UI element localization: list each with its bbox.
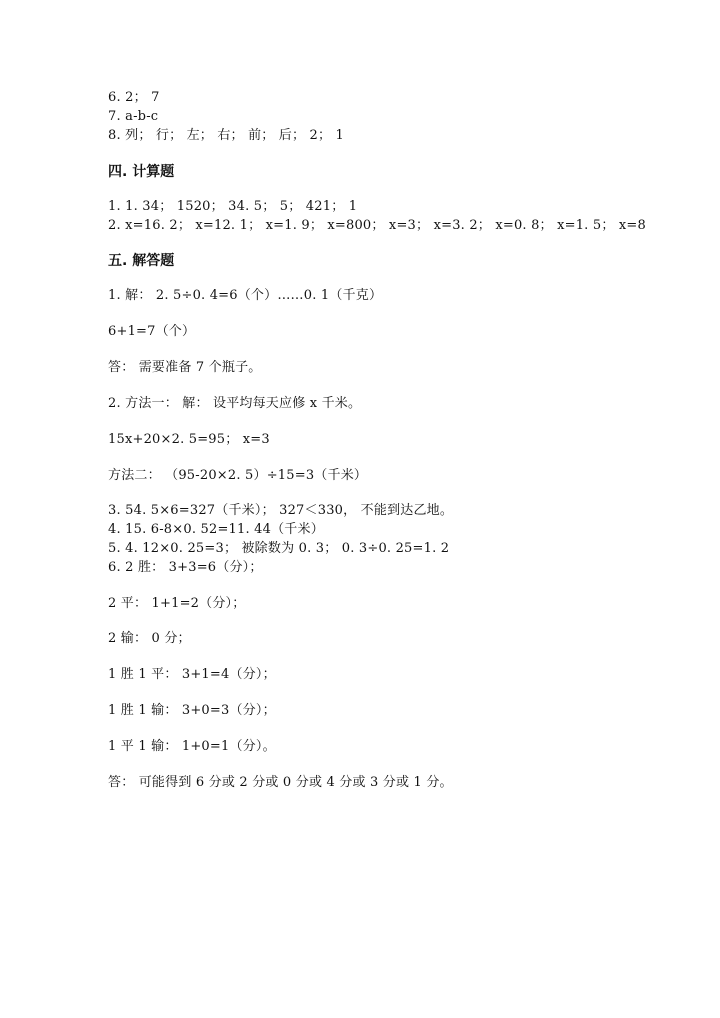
solution-line: 4. 15. 6-8×0. 52=11. 44（千米） bbox=[108, 522, 324, 537]
calculation-line-2: 2. x=16. 2； x=12. 1； x=1. 9； x=800； x=3； x=3. 2； x=0. 8； x=1. 5； x=8 bbox=[108, 218, 646, 233]
solution-line: 1 胜 1 输： 3+0=3（分）； bbox=[108, 703, 276, 718]
answer-line-8: 8. 列； 行； 左； 右； 前； 后； 2； 1 bbox=[108, 128, 345, 143]
calculation-line-1: 1. 1. 34； 1520； 34. 5； 5； 421； 1 bbox=[108, 199, 358, 214]
solution-line: 5. 4. 12×0. 25=3； 被除数为 0. 3； 0. 3÷0. 25=1. 2 bbox=[108, 541, 450, 556]
solution-line: 2 输： 0 分； bbox=[108, 631, 191, 646]
solution-line: 2 平： 1+1=2（分）； bbox=[108, 596, 246, 611]
solution-line: 3. 54. 5×6=327（千米）； 327＜330， 不能到达乙地。 bbox=[108, 503, 454, 518]
solution-line: 1 平 1 输： 1+0=1（分）。 bbox=[108, 739, 276, 754]
answer-line-6: 6. 2； 7 bbox=[108, 90, 160, 105]
solution-line: 15x+20×2. 5=95； x=3 bbox=[108, 432, 270, 447]
solution-line: 方法二： （95-20×2. 5）÷15=3（千米） bbox=[108, 468, 368, 483]
solution-line: 2. 方法一： 解： 设平均每天应修 x 千米。 bbox=[108, 396, 362, 411]
solution-line: 6+1=7（个） bbox=[108, 324, 196, 339]
section-heading-solutions: 五. 解答题 bbox=[108, 253, 175, 269]
solution-line: 答： 需要准备 7 个瓶子。 bbox=[108, 360, 262, 375]
answer-line-7: 7. a-b-c bbox=[108, 109, 159, 124]
solution-line: 1 胜 1 平： 3+1=4（分）； bbox=[108, 667, 276, 682]
section-heading-calculation: 四. 计算题 bbox=[108, 164, 175, 180]
solution-line: 1. 解： 2. 5÷0. 4=6（个）……0. 1（千克） bbox=[108, 288, 383, 303]
solution-line: 6. 2 胜： 3+3=6（分）； bbox=[108, 560, 263, 575]
solution-line: 答： 可能得到 6 分或 2 分或 0 分或 4 分或 3 分或 1 分。 bbox=[108, 775, 453, 790]
